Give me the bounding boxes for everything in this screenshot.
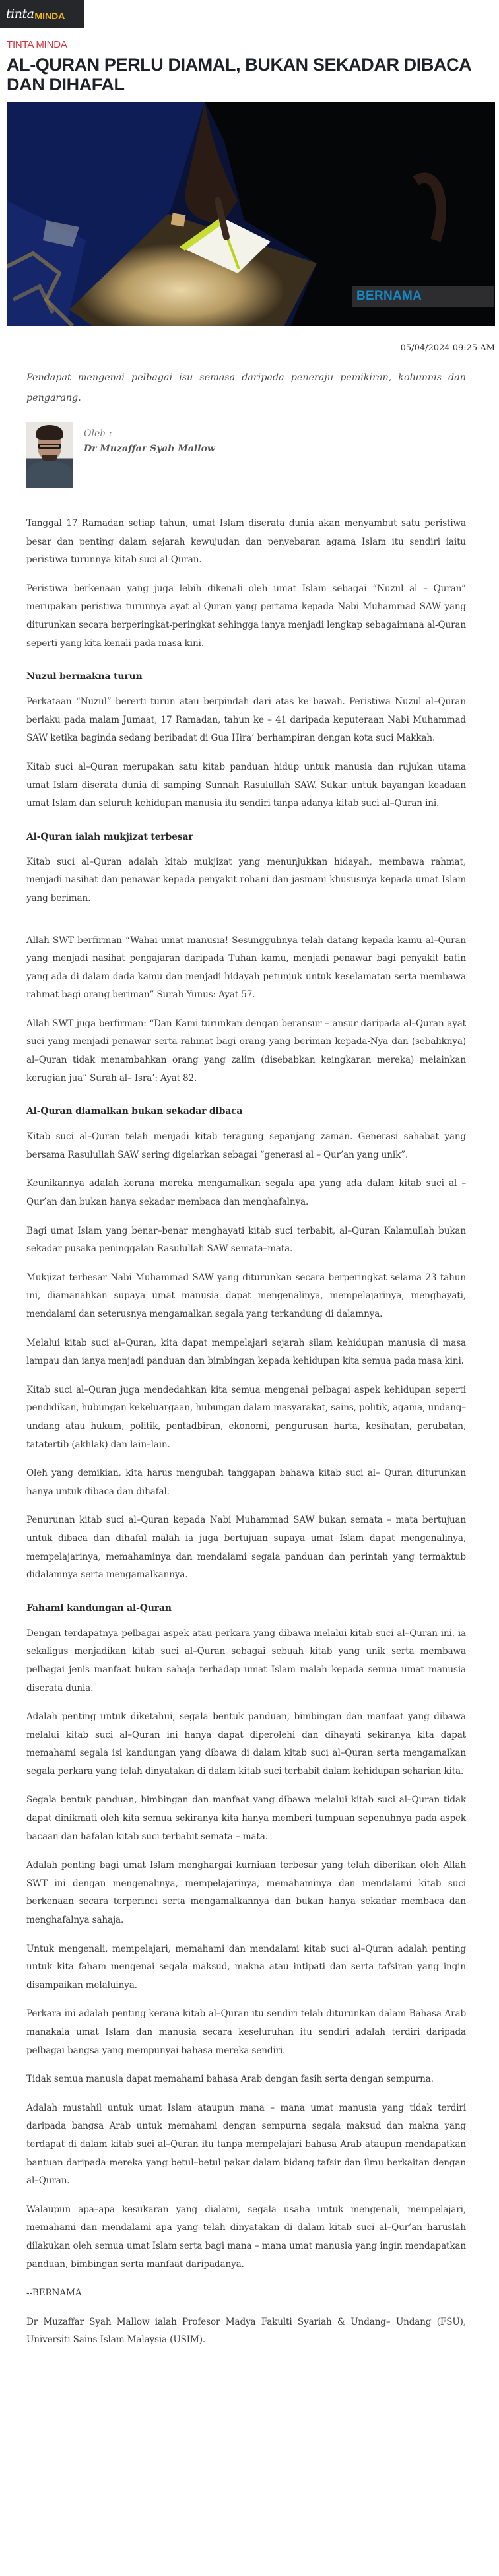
logo-script-text: tinta [6,7,34,21]
body-paragraph: Adalah mustahil untuk umat Islam ataupun mana – mana umat manusia yang tidak terdiri daripada bangsa Arab untuk memahami dengan sempurna segala maksud dan makna yang terdapat di dalam kitab suci al–Quran itu tanpa mempelajari bahasa Arab ataupun mendapatkan bantuan daripada mereka yang betul–betul pakar dalam bidang tafsir dan ilmu berkaitan dengan al–Quran. [26,2102,466,2187]
section-heading: Al-Quran ialah mukjizat terbesar [26,831,193,842]
body-paragraph: Tidak semua manusia dapat memahami bahasa Arab dengan fasih serta dengan sempurna. [26,2074,434,2085]
publish-datetime: 05/04/2024 09:25 AM [400,343,495,353]
body-paragraph: Segala bentuk panduan, bimbingan dan manfaat yang dibawa melalui kitab suci al–Quran tidak dapat dinikmati oleh kita semua sekiranya kita hanya memberi tumpuan sepenuhnya pada aspek bacaan dan hafalan kitab suci terbabit semata – mata. [26,1795,466,1842]
body-paragraph: Bagi umat Islam yang benar–benar menghayati kitab suci terbabit, al–Quran Kalamullah bukan sekadar pusaka peninggalan Rasulullah SAW semata–mata. [26,1225,466,1255]
body-paragraph: Kitab suci al–Quran adalah kitab mukjizat yang menunjukkan hidayah, membawa rahmat, menjadi nasihat dan penawar kepada penyakit rohani dan jasmani khususnya kepada umat Islam yang beriman. [26,856,466,904]
body-paragraph: Untuk mengenali, mempelajari, memahami dan mendalami kitab suci al–Quran adalah penting untuk kita faham mengenai segala maksud, makna atau intipati dan serta tafsiran yang ingin disampaikan melaluinya. [26,1943,466,1991]
author-by-label: Oleh : [84,428,112,439]
logo-bold-text: MINDA [34,10,65,21]
body-paragraph: Mukjizat terbesar Nabi Muhammad SAW yang diturunkan secara berperingkat selama 23 tahun ini, diamanahkan supaya umat manusia dapat mengenalinya, mempelajarinya, menghayati, mendalami dan seterusnya mengamalkan segala yang terkandung di dalamnya. [26,1272,466,1319]
body-paragraph: --BERNAMA [26,2288,82,2299]
section-heading: Fahami kandungan al-Quran [26,1602,172,1614]
body-paragraph: Allah SWT juga berfirman: “Dan Kami turunkan dengan beransur – ansur daripada al–Quran ayat suci yang menjadi penawar serta rahmat bagi orang yang beriman kepada-Nya dan (sebaliknya) al–Quran tidak menambahkan orang yang zalim (disebabkan keingkaran mereka) melainkan kerugian jua” Surah al– Isra’: Ayat 82. [26,1018,466,1084]
author-block [26,422,466,488]
body-paragraph: Kitab suci al–Quran juga mendedahkan kita semua mengenai pelbagai aspek kehidupan seperti pendidikan, hubungan kekeluargaan, hubungan dalam masyarakat, sains, politik, agama, undang–undang atau hukum, politik, pentadbiran, ekonomi, pengurusan harta, kesihatan, perubatan, tatatertib (akhlak) dan lain–lain. [26,1384,466,1450]
body-paragraph: Penurunan kitab suci al–Quran kepada Nabi Muhammad SAW bukan semata – mata bertujuan untuk dibaca dan dihafal malah ia juga bertujuan supaya umat Islam dapat mengenalinya, mempelajarinya, memahaminya dan mendalami segala panduan dan perintah yang termaktub didalamnya serta mengamalkannya. [26,1515,466,1581]
body-paragraph: Dengan terdapatnya pelbagai aspek atau perkara yang dibawa melalui kitab suci al–Quran ini, ia sekaligus menjadikan kitab suci al–Quran sebagai sebuah kitab yang unik serta membawa pelbagai jenis manfaat bukan sahaja terhadap umat Islam malah kepada semua umat manusia diserata dunia. [26,1628,466,1694]
section-heading: Al-Quran diamalkan bukan sekadar dibaca [26,1106,243,1117]
article-category[interactable]: TINTA MINDA [7,39,67,50]
body-paragraph: Perkara ini adalah penting kerana kitab al–Quran itu sendiri telah diturunkan dalam Bahasa Arab manakala umat Islam dan manusia secara keseluruhan itu sendiri adalah terdiri daripada pelbagai bangsa yang mempunyai bahasa mereka sendiri. [26,2008,466,2056]
body-paragraph: Kitab suci al–Quran telah menjadi kitab teragung sepanjang zaman. Generasi sahabat yang bersama Rasulullah SAW sering digelarkan sebagai “generasi al – Qur’an yang unik”. [26,1131,466,1160]
body-paragraph: Oleh yang demikian, kita harus mengubah tanggapan bahawa kitab suci al– Quran diturunkan hanya untuk dibaca dan dihafal. [26,1468,466,1497]
body-paragraph: Walaupun apa–apa kesukaran yang dialami, segala usaha untuk mengenali, mempelajari, memahami dan mendalami apa yang telah dinyatakan di dalam kitab suci al–Qur’an haruslah dilakukan oleh semua umat Islam serta bagi mana – mana umat manusia yang ingin mendapatkan panduan, bimbingan serta manfaat daripadanya. [26,2204,466,2270]
author-avatar [26,422,73,488]
article [0,39,499,2387]
site-logo[interactable] [0,0,84,28]
body-paragraph: Adalah penting bagi umat Islam menghargai kurniaan terbesar yang telah diberikan oleh Allah SWT ini dengan mengenalinya, mempelajarinya, memahaminya dan mendalami kitab suci berkenaan secara terperinci serta mengamalkannya dan bukan hanya sekadar membaca dan menghafalnya sahaja. [26,1860,466,1926]
article-body [26,515,466,2350]
hero-image [7,102,495,326]
body-paragraph: Adalah penting untuk diketahui, segala bentuk panduan, bimbingan dan manfaat yang dibawa melalui kitab suci al–Quran ini hanya dapat diperolehi dan dihayati sekiranya kita dapat memahami segala isi kandungan yang dibawa di dalam kitab suci al–Quran serta mengamalkan segala perkara yang telah dinyatakan di dalam kitab suci terbabit dalam kehidupan seharian kita. [26,1711,466,1777]
body-paragraph: Melalui kitab suci al–Quran, kita dapat mempelajari sejarah silam kehidupan manusia di masa lampau dan ianya menjadi panduan dan bimbingan kepada kehidupan kita semua pada masa kini. [26,1337,466,1367]
photo-credit [352,286,494,307]
body-paragraph: Peristiwa berkenaan yang juga lebih dikenali oleh umat Islam sebagai “Nuzul al – Quran” merupakan peristiwa turunnya ayat al-Quran yang pertama kepada Nabi Muhammad SAW yang diturunkan secara berperingkat-peringkat sehingga ianya menjadi lengkap sebagaimana al-Quran seperti yang kita kenali pada masa kini. [26,583,466,649]
body-paragraph: Dr Muzaffar Syah Mallow ialah Profesor Madya Fakulti Syariah & Undang– Undang (FSU), Universiti Sains Islam Malaysia (USIM). [26,2316,466,2346]
author-name[interactable]: Dr Muzaffar Syah Mallow [84,444,215,454]
section-heading: Nuzul bermakna turun [26,671,143,682]
body-paragraph: Perkataan “Nuzul” bererti turun atau berpindah dari atas ke bawah. Peristiwa Nuzul al–Quran berlaku pada malam Jumaat, 17 Ramadan, tahun ke – 41 daripada keputeraan Nabi Muhammad SAW ketika baginda sedang beribadat di Gua Hira’ berhampiran dengan kota suci Makkah. [26,696,466,744]
body-paragraph: Keunikannya adalah kerana mereka mengamalkan segala apa yang ada dalam kitab suci al – Qur’an dan bukan hanya sekadar membaca dan menghafalnya. [26,1178,466,1208]
article-title: AL-QURAN PERLU DIAMAL, BUKAN SEKADAR DIBACA DAN DIHAFAL [7,55,471,94]
article-intro: Pendapat mengenai pelbagai isu semasa daripada peneraju pemikiran, kolumnis dan pengarang. [26,372,466,403]
body-paragraph: Kitab suci al–Quran merupakan satu kitab panduan hidup untuk manusia dan rujukan utama umat Islam diserata dunia di samping Sunnah Rasulullah SAW. Sukar untuk bayangan keadaan umat Islam dan seluruh kehidupan manusia itu sendiri tanpa adanya kitab suci al–Quran ini. [26,761,466,809]
site-header [0,0,499,28]
photo-credit-text: BERNAMA [356,289,422,303]
body-paragraph: Allah SWT berfirman “Wahai umat manusia! Sesungguhnya telah datang kepada kamu al–Quran yang menjadi nasihat pengajaran daripada Tuhan kamu, menjadi penawar bagi penyakit batin yang ada di dalam dada kamu dan menjadi hidayah petunjuk untuk keselamatan serta membawa rahmat bagi orang beriman” Surah Yunus: Ayat 57. [26,935,466,1001]
body-paragraph: Tanggal 17 Ramadan setiap tahun, umat Islam diserata dunia akan menyambut satu peristiwa besar dan penting dalam sejarah kewujudan dan penyebaran agama Islam itu sendiri iaitu peristiwa turunnya kitab suci al-Quran. [26,518,466,566]
